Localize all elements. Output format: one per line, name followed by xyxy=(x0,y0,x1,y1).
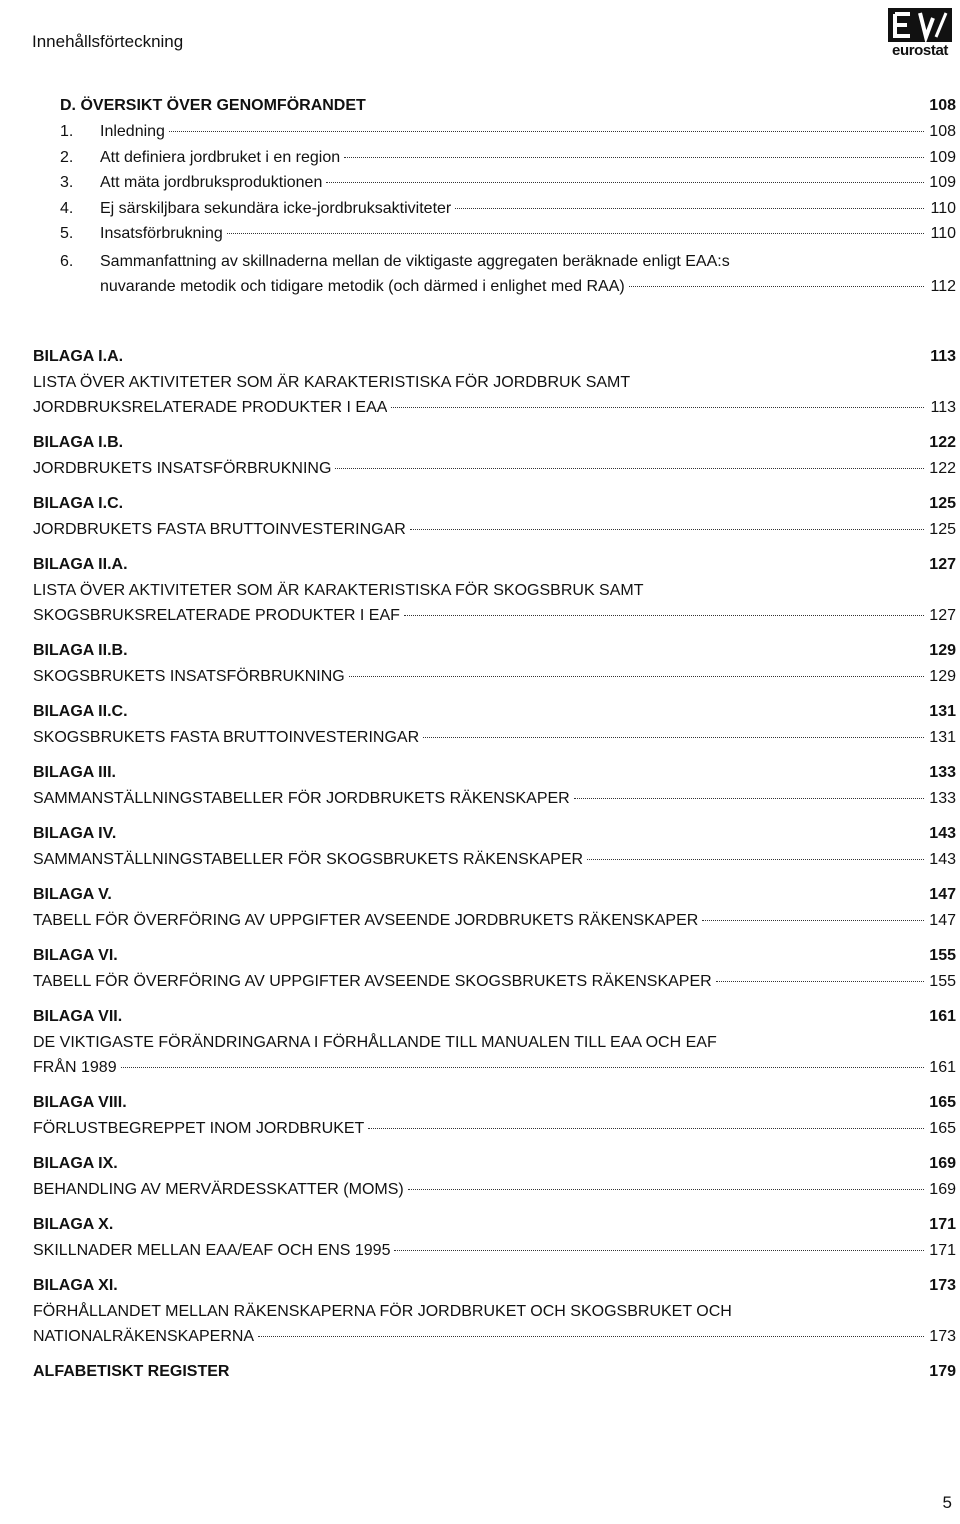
appendix-label: BILAGA X. xyxy=(33,1216,114,1233)
toc-entry-page: 112 xyxy=(930,278,956,295)
appendix-label: BILAGA XI. xyxy=(33,1277,118,1294)
appendix-list xyxy=(33,343,956,1385)
dot-leader xyxy=(587,859,924,860)
dot-leader xyxy=(349,676,924,677)
dot-leader xyxy=(344,157,924,158)
appendix-entry[interactable] xyxy=(33,551,956,628)
appendix-page: 127 xyxy=(929,556,956,573)
appendix-label: BILAGA II.C. xyxy=(33,703,128,720)
appendix-title-text: SKILLNADER MELLAN EAA/EAF OCH ENS 1995 xyxy=(33,1242,391,1259)
dot-leader xyxy=(227,233,924,234)
appendix-page: 122 xyxy=(929,434,956,451)
appendix-heading xyxy=(33,1089,956,1116)
appendix-title-page: 165 xyxy=(929,1120,956,1137)
appendix-entry[interactable] xyxy=(33,1150,956,1202)
dot-leader xyxy=(408,1189,924,1190)
section-d xyxy=(60,95,956,300)
appendix-page: 129 xyxy=(929,642,956,659)
appendix-entry[interactable] xyxy=(33,637,956,689)
toc-entry-4[interactable] xyxy=(60,198,956,224)
appendix-page: 125 xyxy=(929,495,956,512)
appendix-title-text: SAMMANSTÄLLNINGSTABELLER FÖR SKOGSBRUKETS RÄKENSKAPER xyxy=(33,851,584,868)
appendix-entry[interactable] xyxy=(33,942,956,994)
appendix-heading xyxy=(33,1150,956,1177)
dot-leader xyxy=(326,182,924,183)
appendix-title-line xyxy=(33,847,956,872)
appendix-label: BILAGA I.C. xyxy=(33,495,124,512)
toc-entry-body xyxy=(100,198,956,224)
dot-leader xyxy=(574,798,924,799)
appendix-label: BILAGA VI. xyxy=(33,947,118,964)
appendix-title-page: 171 xyxy=(929,1242,956,1259)
eurostat-logo-mark xyxy=(888,8,952,42)
appendix-title-text: TABELL FÖR ÖVERFÖRING AV UPPGIFTER AVSEENDE SKOGSBRUKETS RÄKENSKAPER xyxy=(33,973,712,990)
appendix-heading xyxy=(33,759,956,786)
appendix-entry[interactable] xyxy=(33,343,956,420)
appendix-label: BILAGA I.B. xyxy=(33,434,124,451)
appendix-label: BILAGA I.A. xyxy=(33,348,124,365)
toc-entry-page: 108 xyxy=(929,123,956,140)
toc-entry-text: Inledning xyxy=(100,123,165,140)
appendix-label: BILAGA II.A. xyxy=(33,556,128,573)
toc-entry-page: 109 xyxy=(929,174,956,191)
appendix-heading xyxy=(33,942,956,969)
appendix-heading xyxy=(33,1272,956,1299)
appendix-title-text: FRÅN 1989 xyxy=(33,1059,117,1076)
toc-entry-body xyxy=(100,121,956,147)
appendix-title-text: SKOGSBRUKETS INSATSFÖRBRUKNING xyxy=(33,668,345,685)
toc-entry-body xyxy=(100,223,956,249)
register-page: 179 xyxy=(929,1363,956,1380)
appendix-title-line xyxy=(33,786,956,811)
appendix-entry[interactable] xyxy=(33,1211,956,1263)
toc-entry-text-line: Sammanfattning av skillnaderna mellan de viktigaste aggregaten beräknade enligt EAA:s xyxy=(100,252,730,270)
appendix-heading xyxy=(33,698,956,725)
appendix-title-page: 125 xyxy=(929,521,956,538)
appendix-heading xyxy=(33,881,956,908)
appendix-title-line xyxy=(33,969,956,994)
appendix-title-page: 127 xyxy=(929,607,956,624)
appendix-title-line: DE VIKTIGASTE FÖRÄNDRINGARNA I FÖRHÅLLANDE TILL MANUALEN TILL EAA OCH EAF xyxy=(33,1034,717,1051)
eurostat-logo xyxy=(884,8,956,64)
appendix-title-page: 161 xyxy=(929,1059,956,1076)
appendix-title-line: LISTA ÖVER AKTIVITETER SOM ÄR KARAKTERISTISKA FÖR SKOGSBRUK SAMT xyxy=(33,582,644,599)
toc-entry-1[interactable] xyxy=(60,121,956,147)
section-page: 108 xyxy=(929,97,956,114)
page-number: 5 xyxy=(942,1493,952,1512)
appendix-label: BILAGA V. xyxy=(33,886,112,903)
toc-entry-3[interactable] xyxy=(60,172,956,198)
toc-entry-page: 110 xyxy=(930,199,956,217)
appendix-entry[interactable] xyxy=(33,490,956,542)
appendix-title-text: FÖRLUSTBEGREPPET INOM JORDBRUKET xyxy=(33,1120,365,1137)
dot-leader xyxy=(455,208,924,209)
appendix-page: 143 xyxy=(929,825,956,842)
dot-leader xyxy=(258,1336,924,1337)
appendix-page: 161 xyxy=(929,1008,956,1025)
toc-entry-text: Ej särskiljbara sekundära icke-jordbruksaktiviteter xyxy=(100,199,452,217)
appendix-title-page: 122 xyxy=(929,460,956,477)
appendix-title-page: 155 xyxy=(929,973,956,990)
appendix-page: 173 xyxy=(929,1277,956,1294)
dot-leader xyxy=(169,131,924,132)
toc-entry-2[interactable] xyxy=(60,147,956,173)
appendix-title-line xyxy=(33,725,956,750)
appendix-page: 155 xyxy=(929,947,956,964)
appendix-page: 147 xyxy=(929,886,956,903)
appendix-title-line xyxy=(33,456,956,481)
appendix-page: 165 xyxy=(929,1094,956,1111)
appendix-entry[interactable] xyxy=(33,820,956,872)
appendix-entry[interactable] xyxy=(33,1272,956,1349)
appendix-title-line xyxy=(33,1177,956,1202)
dot-leader xyxy=(391,407,924,408)
appendix-label: BILAGA II.B. xyxy=(33,642,128,659)
toc-entry-register[interactable] xyxy=(33,1358,956,1385)
toc-entry-body xyxy=(100,147,956,173)
toc-entry-number: 2. xyxy=(60,148,74,166)
appendix-title-page: 147 xyxy=(929,912,956,929)
appendix-title-text: SKOGSBRUKSRELATERADE PRODUKTER I EAF xyxy=(33,607,400,624)
appendix-page: 131 xyxy=(929,703,956,720)
appendix-title-page: 169 xyxy=(929,1181,956,1198)
toc-entry-text: Insatsförbrukning xyxy=(100,225,223,242)
appendix-label: BILAGA VIII. xyxy=(33,1094,127,1111)
appendix-title-text: NATIONALRÄKENSKAPERNA xyxy=(33,1328,255,1345)
appendix-title-line xyxy=(33,1055,956,1080)
appendix-title-page: 133 xyxy=(929,790,956,807)
appendix-title-page: 129 xyxy=(929,668,956,685)
appendix-entry[interactable] xyxy=(33,429,956,481)
appendix-heading xyxy=(33,637,956,664)
appendix-entry[interactable] xyxy=(33,698,956,750)
eurostat-logo-text: eurostat xyxy=(892,42,948,59)
appendix-label: BILAGA VII. xyxy=(33,1008,123,1025)
appendix-title-line: LISTA ÖVER AKTIVITETER SOM ÄR KARAKTERISTISKA FÖR JORDBRUK SAMT xyxy=(33,374,631,391)
appendix-heading xyxy=(33,429,956,456)
dot-leader xyxy=(335,468,924,469)
appendix-heading xyxy=(33,490,956,517)
appendix-title-page: 113 xyxy=(930,399,956,416)
appendix-heading xyxy=(33,343,956,370)
appendix-title-text: JORDBRUKSRELATERADE PRODUKTER I EAA xyxy=(33,399,388,416)
appendix-heading xyxy=(33,1211,956,1238)
toc-entry-number: 5. xyxy=(60,225,74,242)
appendix-title-text: SAMMANSTÄLLNINGSTABELLER FÖR JORDBRUKETS RÄKENSKAPER xyxy=(33,790,570,807)
appendix-label: BILAGA IV. xyxy=(33,825,117,842)
appendix-title-text: JORDBRUKETS INSATSFÖRBRUKNING xyxy=(33,460,332,477)
appendix-page: 113 xyxy=(930,348,956,365)
appendix-heading xyxy=(33,551,956,578)
appendix-title-text: TABELL FÖR ÖVERFÖRING AV UPPGIFTER AVSEENDE JORDBRUKETS RÄKENSKAPER xyxy=(33,912,699,929)
appendix-title-line xyxy=(33,1116,956,1141)
appendix-title-page: 173 xyxy=(929,1328,956,1345)
appendix-title-line xyxy=(33,1324,956,1349)
toc-entry-page: 110 xyxy=(930,225,956,242)
toc-entry-text: Att definiera jordbruket i en region xyxy=(100,148,341,166)
appendix-title-line: FÖRHÅLLANDET MELLAN RÄKENSKAPERNA FÖR JORDBRUKET OCH SKOGSBRUKET OCH xyxy=(33,1303,732,1320)
toc-entry-number: 6. xyxy=(60,252,74,270)
toc-entry-6[interactable] xyxy=(60,249,956,300)
appendix-title-line xyxy=(33,908,956,933)
appendix-title-line xyxy=(33,395,956,420)
section-title: D. ÖVERSIKT ÖVER GENOMFÖRANDET xyxy=(60,97,366,114)
appendix-heading xyxy=(33,1003,956,1030)
appendix-entry[interactable] xyxy=(33,1089,956,1141)
toc-entry-page: 109 xyxy=(929,148,956,166)
dot-leader xyxy=(702,920,924,921)
appendix-heading xyxy=(33,820,956,847)
dot-leader xyxy=(629,286,924,287)
appendix-label: BILAGA III. xyxy=(33,764,116,781)
dot-leader xyxy=(121,1067,924,1068)
appendix-entry[interactable] xyxy=(33,881,956,933)
appendix-title-text: JORDBRUKETS FASTA BRUTTOINVESTERINGAR xyxy=(33,521,406,538)
appendix-entry[interactable] xyxy=(33,1003,956,1080)
toc-entry-text: Att mäta jordbruksproduktionen xyxy=(100,174,323,191)
dot-leader xyxy=(423,737,924,738)
appendix-entry[interactable] xyxy=(33,759,956,811)
appendix-title-page: 131 xyxy=(929,729,956,746)
appendix-title-text: BEHANDLING AV MERVÄRDESSKATTER (MOMS) xyxy=(33,1181,404,1198)
appendix-title-line xyxy=(33,517,956,542)
toc-entry-text-line: nuvarande metodik och tidigare metodik (och därmed i enlighet med RAA) xyxy=(100,278,625,295)
appendix-title-page: 143 xyxy=(929,851,956,868)
dot-leader xyxy=(716,981,924,982)
appendix-title-text: SKOGSBRUKETS FASTA BRUTTOINVESTERINGAR xyxy=(33,729,420,746)
dot-leader xyxy=(394,1250,924,1251)
appendix-title-line xyxy=(33,664,956,689)
appendix-page: 133 xyxy=(929,764,956,781)
toc-entry-number: 1. xyxy=(60,123,74,140)
toc-entry-5[interactable] xyxy=(60,223,956,249)
toc-entry-number: 4. xyxy=(60,199,74,217)
appendix-title-line xyxy=(33,603,956,628)
header-title: Innehållsförteckning xyxy=(32,32,184,51)
appendix-page: 169 xyxy=(929,1155,956,1172)
dot-leader xyxy=(404,615,924,616)
register-label: ALFABETISKT REGISTER xyxy=(33,1363,230,1380)
dot-leader xyxy=(410,529,924,530)
toc-entry-number: 3. xyxy=(60,174,74,191)
toc-entry-body xyxy=(100,172,956,198)
dot-leader xyxy=(368,1128,924,1129)
appendix-title-line xyxy=(33,1238,956,1263)
appendix-label: BILAGA IX. xyxy=(33,1155,118,1172)
section-heading[interactable] xyxy=(60,95,956,121)
appendix-page: 171 xyxy=(929,1216,956,1233)
